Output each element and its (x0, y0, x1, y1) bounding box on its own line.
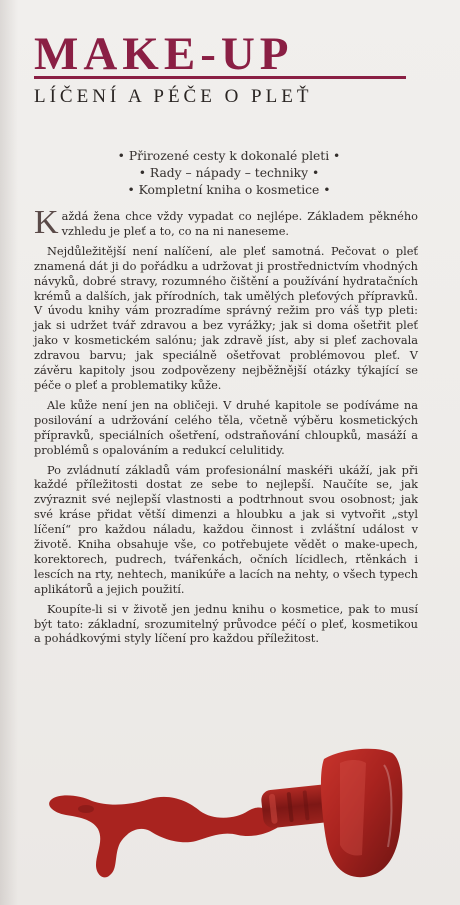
paragraph-text: aždá žena chce vždy vypadat co nejlépe. Základem pěkného vzhledu je pleť a to, co na ni naneseme. (61, 209, 418, 238)
drop-cap: K (34, 204, 59, 241)
feature-item: • Přirozené cesty k dokonalé pleti • (117, 149, 341, 163)
feature-list (34, 148, 424, 199)
paragraph: Koupíte-li si v životě jen jednu knihu o kosmetice, pak to musí být tato: základní, srozumitelný průvodce péčí o pleť, kosmetikou a pohádkovými styly líčení pro každou příležitost. (34, 601, 418, 646)
cover-header (34, 28, 414, 108)
page-subtitle: LÍČENÍ A PÉČE O PLEŤ (34, 86, 313, 107)
nail-polish-bottle (321, 749, 402, 877)
paragraph (34, 204, 418, 241)
paragraph: Nejdůležitější není nalíčení, ale pleť samotná. Pečovat o pleť znamená dát ji do pořádku a udržovat ji prostřednictvím vhodných návyků, dobré stravy, rozumného čištění a používání hydratačních krémů a dalších, jak přírodních, tak umělých pleťových přípravků. V úvodu knihy vám prozradíme správný režim pro váš typ pleti: jak si udržet tvář zdravou a bez vyrážky; jak si doma ošetřit pleť jako v kosmetickém salónu; jak zdravě jíst, aby si pleť zachovala zdravou barvu; jak speciálně ošetřovat problémovou pleť. V závěru kapitoly jsou zodpovězeny nejběžnější otázky týkající se péče o pleť a problematiky kůže. (34, 243, 418, 392)
blurb-text (34, 204, 418, 651)
paragraph: Ale kůže není jen na obličeji. V druhé kapitole se podíváme na posilování a udržování celého těla, včetně výběru kosmetických přípravků, speciálních ošetření, odstraňování chloupků, masáží a problémů s opalováním a redukcí celulitidy. (34, 397, 418, 457)
polish-drop (78, 805, 94, 813)
feature-item: • Kompletní kniha o kosmetice • (127, 183, 331, 197)
page-title: MAKE-UP (34, 28, 294, 80)
spilled-nail-polish-illustration (0, 735, 460, 905)
feature-item: • Rady – nápady – techniky • (138, 166, 320, 180)
paragraph: Po zvládnutí základů vám profesionální maskéři ukáží, jak při každé příležitosti dostat ze sebe to nejlepší. Naučíte se, jak zvýraznit své nejlepší vlastnosti a podtrhnout svou osobnost; jak své kráse přidat větší dimenzi a hloubku a jak si vytvořit „styl líčení“ pro každou náladu, každou činnost i zvláštní událost v životě. Kniha obsahuje vše, co potřebujete vědět o make-upech, korektorech, pudrech, tvářenkách, očních lícidlech, rtěnkách i lescích na rty, nehtech, manikúře a lacích na nehty, o všech typech aplikátorů a jejich použití. (34, 462, 418, 596)
